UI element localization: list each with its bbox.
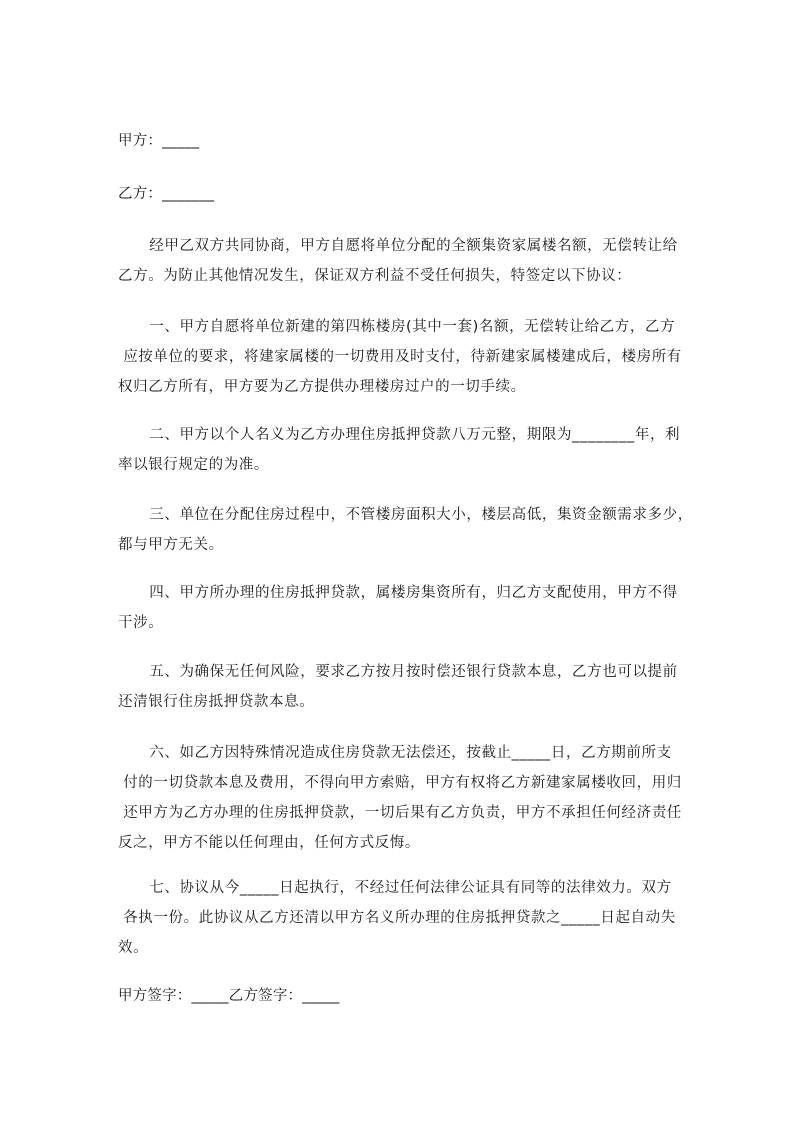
paragraph-line: 各执一份。此协议从乙方还清以甲方名义所办理的住房抵押贷款之_____日起自动失 [118, 910, 676, 926]
paragraph-clause-3 [118, 500, 714, 560]
paragraph-line: 七、协议从今_____日起执行，不经过任何法律公证具有同等的法律效力。双方 [118, 880, 672, 896]
paragraph-line: 权归乙方所有，甲方要为乙方提供办理楼房过户的一切手续。 [118, 379, 526, 395]
paragraph-clause-4 [118, 578, 714, 638]
paragraph-clause-7 [118, 873, 714, 963]
paragraph-line: 干涉。 [118, 615, 164, 631]
paragraph-clause-1 [118, 312, 714, 402]
signature-line: 甲方签字：_____乙方签字：_____ [118, 988, 340, 1004]
paragraph-line: 四、甲方所办理的住房抵押贷款，属楼房集资所有，归乙方支配使用，甲方不得 [118, 585, 678, 601]
paragraph-line: 乙方。为防止其他情况发生，保证双方利益不受任何损失，特签定以下协议： [118, 268, 632, 284]
paragraph-line: 还清银行住房抵押贷款本息。 [118, 694, 315, 710]
paragraph-line: 一、甲方自愿将单位新建的第四栋楼房(其中一套)名额，无偿转让给乙方，乙方 [118, 319, 676, 335]
paragraph-line: 五、为确保无任何风险，要求乙方按月按时偿还银行贷款本息，乙方也可以提前 [118, 664, 678, 680]
paragraph-line: 付的一切贷款本息及费用，不得向甲方索赔，甲方有权将乙方新建家属楼收回，用归 [118, 775, 682, 791]
paragraph-line: 效。 [118, 940, 149, 956]
paragraph-line: 率以银行规定的为准。 [118, 457, 269, 473]
paragraph-line: 六、如乙方因特殊情况造成住房贷款无法偿还，按截止_____日，乙方期前所支 [118, 745, 672, 761]
paragraph-line: 还甲方为乙方办理的住房抵押贷款，一切后果有乙方负责，甲方不承担任何经济责任 [118, 805, 682, 821]
paragraph-line: 二、甲方以个人名义为乙方办理住房抵押贷款八万元整，期限为________年，利 [118, 427, 681, 443]
paragraph-line: 三、单位在分配住房过程中，不管楼房面积大小，楼层高低，集资金额需求多少， [118, 507, 693, 523]
paragraph-line: 反之，甲方不能以任何理由，任何方式反悔。 [118, 835, 420, 851]
party-b-line: 乙方：_______ [118, 186, 215, 202]
paragraph-clause-5 [118, 657, 714, 717]
paragraph-clause-6 [118, 738, 714, 858]
paragraph-clause-2 [118, 420, 714, 480]
paragraph-line: 应按单位的要求，将建家属楼的一切费用及时支付，待新建家属楼建成后，楼房所有 [118, 349, 682, 365]
paragraph-intro [118, 231, 714, 291]
paragraph-line: 经甲乙双方共同协商，甲方自愿将单位分配的全额集资家属楼名额，无偿转让给 [118, 238, 678, 254]
paragraph-line: 都与甲方无关。 [118, 537, 224, 553]
party-a-line: 甲方：_____ [118, 133, 200, 149]
